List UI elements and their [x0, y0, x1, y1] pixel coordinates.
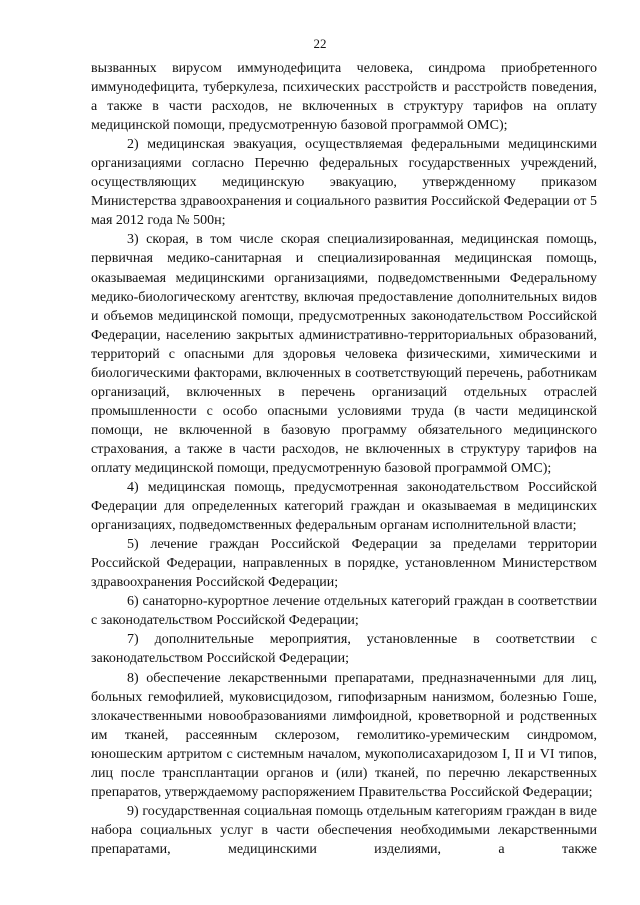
paragraph-item-2: 2) медицинская эвакуация, осуществляемая федеральными медицинскими организациями согласно Перечню федеральных государственных учреждений, осуществляющих медицинскую эвакуацию, утвержденному приказом Министерства здравоохранения и социального развития Российской Федерации от 5 мая 2012 года № 500н; — [91, 137, 597, 229]
document-body — [91, 59, 597, 859]
paragraph-item-7: 7) дополнительные мероприятия, установленные в соответствии с законодательством Российской Федерации; — [91, 632, 597, 667]
paragraph-item-3: 3) скорая, в том числе скорая специализированная, медицинская помощь, первичная медико-санитарная и специализированная медицинская помощь, оказываемая медицинскими организациями, подведомственными Федеральному медико-биологическому агентству, включая предоставление дополнительных видов и объемов медицинской помощи, предусмотренных законодательством Российской Федерации, населению закрытых административно-территориальных образований, территорий с опасными для здоровья человека физическими, химическими и биологическими факторами, включенных в соответствующий перечень, работникам организаций, включенных в перечень организаций отдельных отраслей промышленности с особо опасными условиями труда (в части медицинской помощи, не включенной в базовую программу обязательного медицинского страхования, а также в части расходов, не включенных в структуру тарифов на оплату медицинской помощи, предусмотренную базовой программой ОМС); — [91, 232, 597, 476]
paragraph-item-5: 5) лечение граждан Российской Федерации за пределами территории Российской Федерации, направленных в порядке, установленном Министерством здравоохранения Российской Федерации; — [91, 537, 597, 591]
paragraph-item-6: 6) санаторно-курортное лечение отдельных категорий граждан в соответствии с законодательством Российской Федерации; — [91, 594, 597, 629]
paragraph-item-9: 9) государственная социальная помощь отдельным категориям граждан в виде набора социальных услуг в части обеспечения необходимыми лекарственными препаратами, медицинскими изделиями, а также — [91, 803, 597, 857]
paragraph-item-8: 8) обеспечение лекарственными препаратами, предназначенными для лиц, больных гемофилией, муковисцидозом, гипофизарным нанизмом, болезнью Гоше, злокачественными новообразованиями лимфоидной, кроветворной и родственных им тканей, рассеянным склерозом, гемолитико-уремическим синдромом, юношеским артритом с системным началом, мукополисахаридозом I, II и VI типов, лиц после трансплантации органов и (или) тканей, по перечню лекарственных препаратов, утверждаемому распоряжением Правительства Российской Федерации; — [91, 670, 597, 800]
paragraph-item-4: 4) медицинская помощь, предусмотренная законодательством Российской Федерации для определенных категорий граждан и оказываемая в медицинских организациях, подведомственных федеральным органам исполнительной власти; — [91, 480, 597, 534]
paragraph-continuation: вызванных вирусом иммунодефицита человека, синдрома приобретенного иммунодефицита, туберкулеза, психических расстройств и расстройств поведения, а также в части расходов, не включенных в структуру тарифов на оплату медицинской помощи, предусмотренную базовой программой ОМС); — [91, 61, 597, 134]
page-number: 22 — [313, 36, 327, 51]
